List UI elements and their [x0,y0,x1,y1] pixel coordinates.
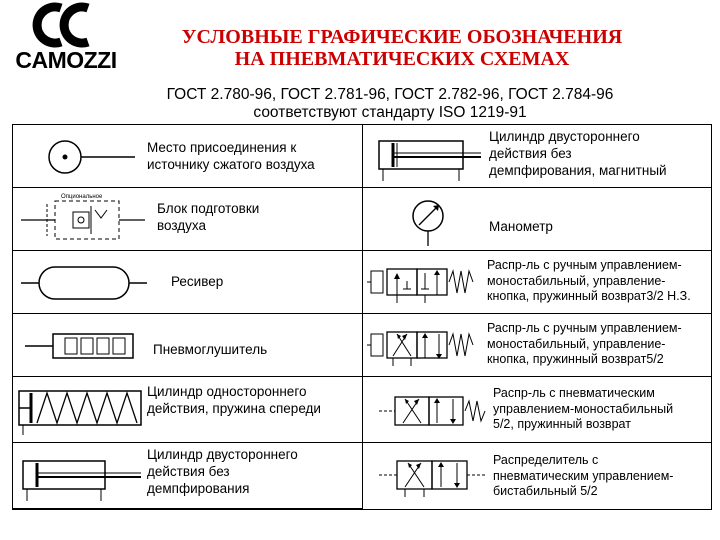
page-subtitle [110,86,670,122]
row-right-1 [363,188,711,251]
title-line-1: УСЛОВНЫЕ ГРАФИЧЕСКИЕ ОБОЗНАЧЕНИЯ [181,26,623,48]
valve-5-2-manual-icon [367,322,485,372]
left-label-0: Место присоединения к источнику сжатого воздуха [147,140,315,172]
air-source-icon [27,131,137,183]
row-right-2 [363,251,711,314]
logo-text: CAMOZZI [15,47,117,73]
air-preparation-unit-icon [17,190,147,248]
svg-text:Опциональное: Опциональное [61,194,103,200]
row-left-4 [13,377,363,443]
right-label-3: Распр-ль с ручным управлением- моностабильный, управление- кнопка, пружинный возврат5/2 [487,321,682,366]
row-left-2 [13,251,363,314]
valve-5-2-pneumatic-icon [377,387,487,437]
receiver-icon [19,263,149,303]
left-label-5: Цилиндр двустороннего действия без демпфирования [147,447,298,496]
row-left-1 [13,188,363,251]
subtitle-line-2: соответствуют стандарту ISO 1219-91 [253,104,527,121]
right-label-0: Цилиндр двустороннего действия без демпфирования, магнитный [489,129,667,178]
right-label-2: Распр-ль с ручным управлением- моностабильный, управление- кнопка, пружинный возврат3/2 Н.З. [487,258,691,303]
single-acting-cylinder-icon [17,381,145,439]
symbols-table [12,124,712,510]
row-right-5 [363,443,711,509]
camozzi-logo-icon [28,2,98,48]
camozzi-logo [0,0,130,80]
right-label-1: Манометр [489,219,553,234]
row-left-0 [13,125,363,188]
row-left-5 [13,443,363,509]
valve-5-2-bistable-icon [377,451,487,505]
row-left-3 [13,314,363,377]
double-acting-cylinder-icon [17,451,145,503]
page-title [132,26,672,70]
right-label-4: Распр-ль с пневматическим управлением-моностабильный 5/2, пружинный возврат [493,386,674,431]
left-label-3: Пневмоглушитель [153,342,268,357]
valve-3-2-icon [367,259,485,309]
row-right-3 [363,314,711,377]
subtitle-line-1: ГОСТ 2.780-96, ГОСТ 2.781-96, ГОСТ 2.782-96, ГОСТ 2.784-96 [166,86,614,103]
right-label-5: Распределитель с пневматическим управлением- бистабильный 5/2 [493,453,674,498]
left-label-1: Блок подготовки воздуха [157,201,260,233]
row-right-4 [363,377,711,443]
row-right-0 [363,125,711,188]
pressure-gauge-icon [403,194,453,248]
title-line-2: НА ПНЕВМАТИЧЕСКИХ СХЕМАХ [234,48,570,70]
left-label-4: Цилиндр одностороннего действия, пружина спереди [147,384,321,416]
left-label-2: Ресивер [171,274,224,289]
magnetic-cylinder-icon [371,133,483,183]
silencer-icon [23,326,143,366]
